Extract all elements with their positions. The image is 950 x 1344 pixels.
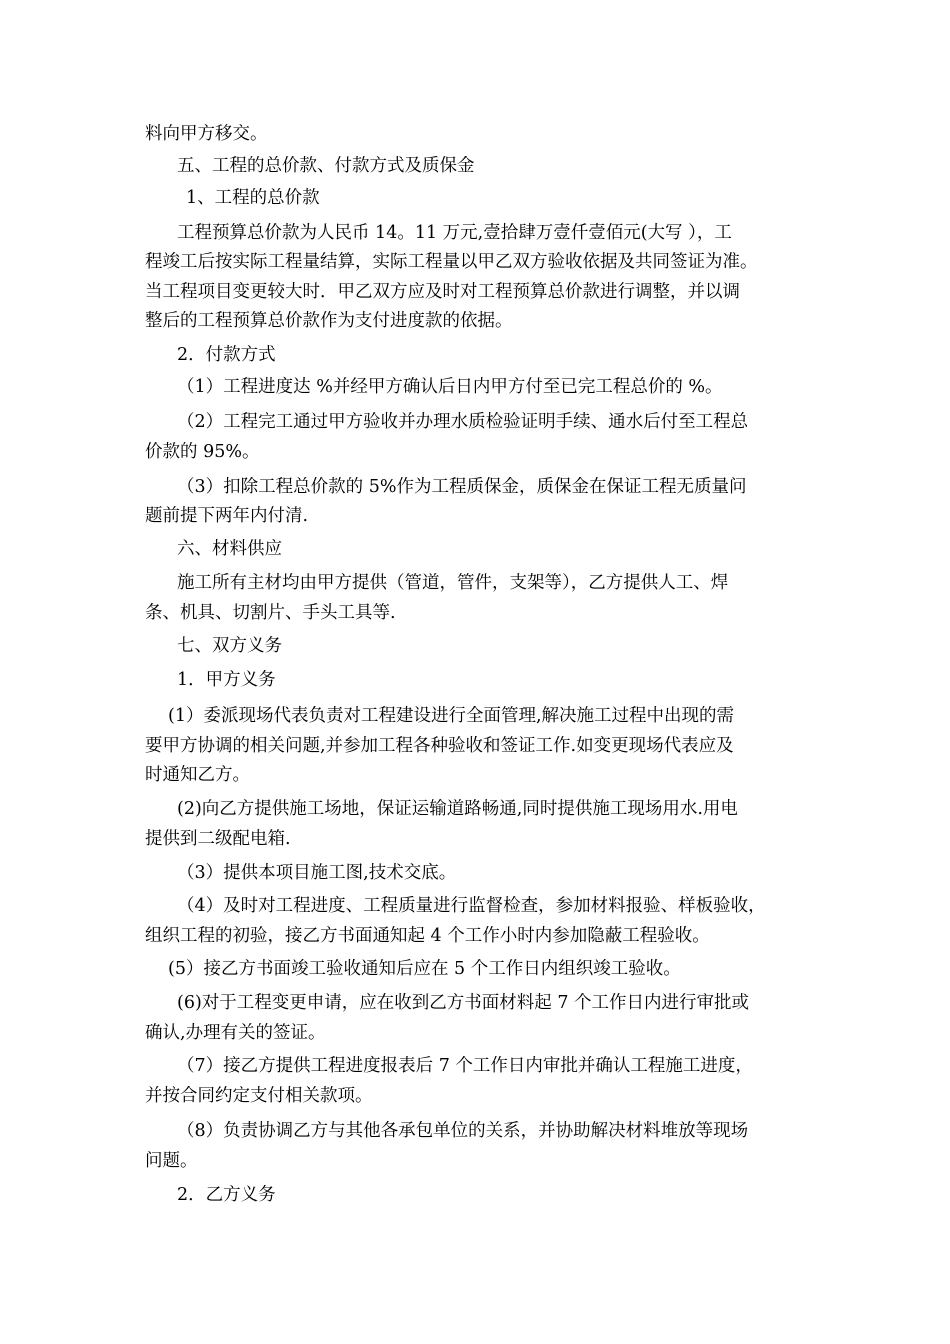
subsection-heading: 2．付款方式 [177,345,276,365]
subsection-heading: 1．甲方义务 [177,670,276,690]
text-line: 要甲方协调的相关问题,并参加工程各种验收和签证工作.如变更现场代表应及 [145,736,734,756]
text-line: （3）扣除工程总价款的 5%作为工程质保金，质保金在保证工程无质量问 [177,477,747,497]
section-heading-5: 五、工程的总价款、付款方式及质保金 [177,156,475,176]
text-line: （7）接乙方提供工程进度报表后 7 个工作日内审批并确认工程施工进度， [177,1056,753,1076]
section-heading-6: 六、材料供应 [177,539,282,559]
text-line: (1）委派现场代表负责对工程建设进行全面管理,解决施工过程中出现的需 [168,706,735,726]
text-line: 价款的 95%。 [145,442,260,462]
text-line: 组织工程的初验，接乙方书面通知起 4 个工作小时内参加隐蔽工程验收。 [145,926,710,946]
subsection-heading: 1、工程的总价款 [186,188,320,208]
text-line: (5）接乙方书面竣工验收通知后应在 5 个工作日内组织竣工验收。 [168,959,681,979]
text-line: 程竣工后按实际工程量结算，实际工程量以甲乙双方验收依据及共同签证为准。 [145,252,758,272]
text-line: 确认,办理有关的签证。 [145,1023,326,1043]
text-line: 问题。 [145,1151,198,1171]
text-line: （4）及时对工程进度、工程质量进行监督检查，参加材料报验、样板验收， [177,896,766,916]
text-line: 题前提下两年内付清. [145,506,309,526]
text-line: 施工所有主材均由甲方提供（管道，管件，支架等），乙方提供人工、焊 [177,573,729,593]
text-line: （3）提供本项目施工图,技术交底。 [177,863,457,883]
text-line: 工程预算总价款为人民币 14。11 万元,壹拾肆万壹仟壹佰元(大写 ），工 [177,223,732,243]
text-line: 料向甲方移交。 [145,124,268,144]
text-line: (6)对于工程变更申请，应在收到乙方书面材料起 7 个工作日内进行审批或 [177,993,750,1013]
text-line: 提供到二级配电箱. [145,829,291,849]
text-line: （2）工程完工通过甲方验收并办理水质检验证明手续、通水后付至工程总 [177,412,749,432]
text-line: (2)向乙方提供施工场地，保证运输道路畅通,同时提供施工现场用水.用电 [177,799,738,819]
text-line: 时通知乙方。 [145,765,250,785]
text-line: 整后的工程预算总价款作为支付进度款的依据。 [145,311,513,331]
text-line: 并按合同约定支付相关款项。 [145,1086,373,1106]
text-line: 当工程项目变更较大时．甲乙双方应及时对工程预算总价款进行调整，并以调 [145,282,740,302]
subsection-heading: 2．乙方义务 [177,1185,276,1205]
text-line: （8）负责协调乙方与其他各承包单位的关系，并协助解决材料堆放等现场 [177,1121,749,1141]
text-line: 条、机具、切割片、手头工具等. [145,603,396,623]
text-line: （1）工程进度达 %并经甲方确认后日内甲方付至已完工程总价的 %。 [177,377,723,397]
section-heading-7: 七、双方义务 [177,636,282,656]
